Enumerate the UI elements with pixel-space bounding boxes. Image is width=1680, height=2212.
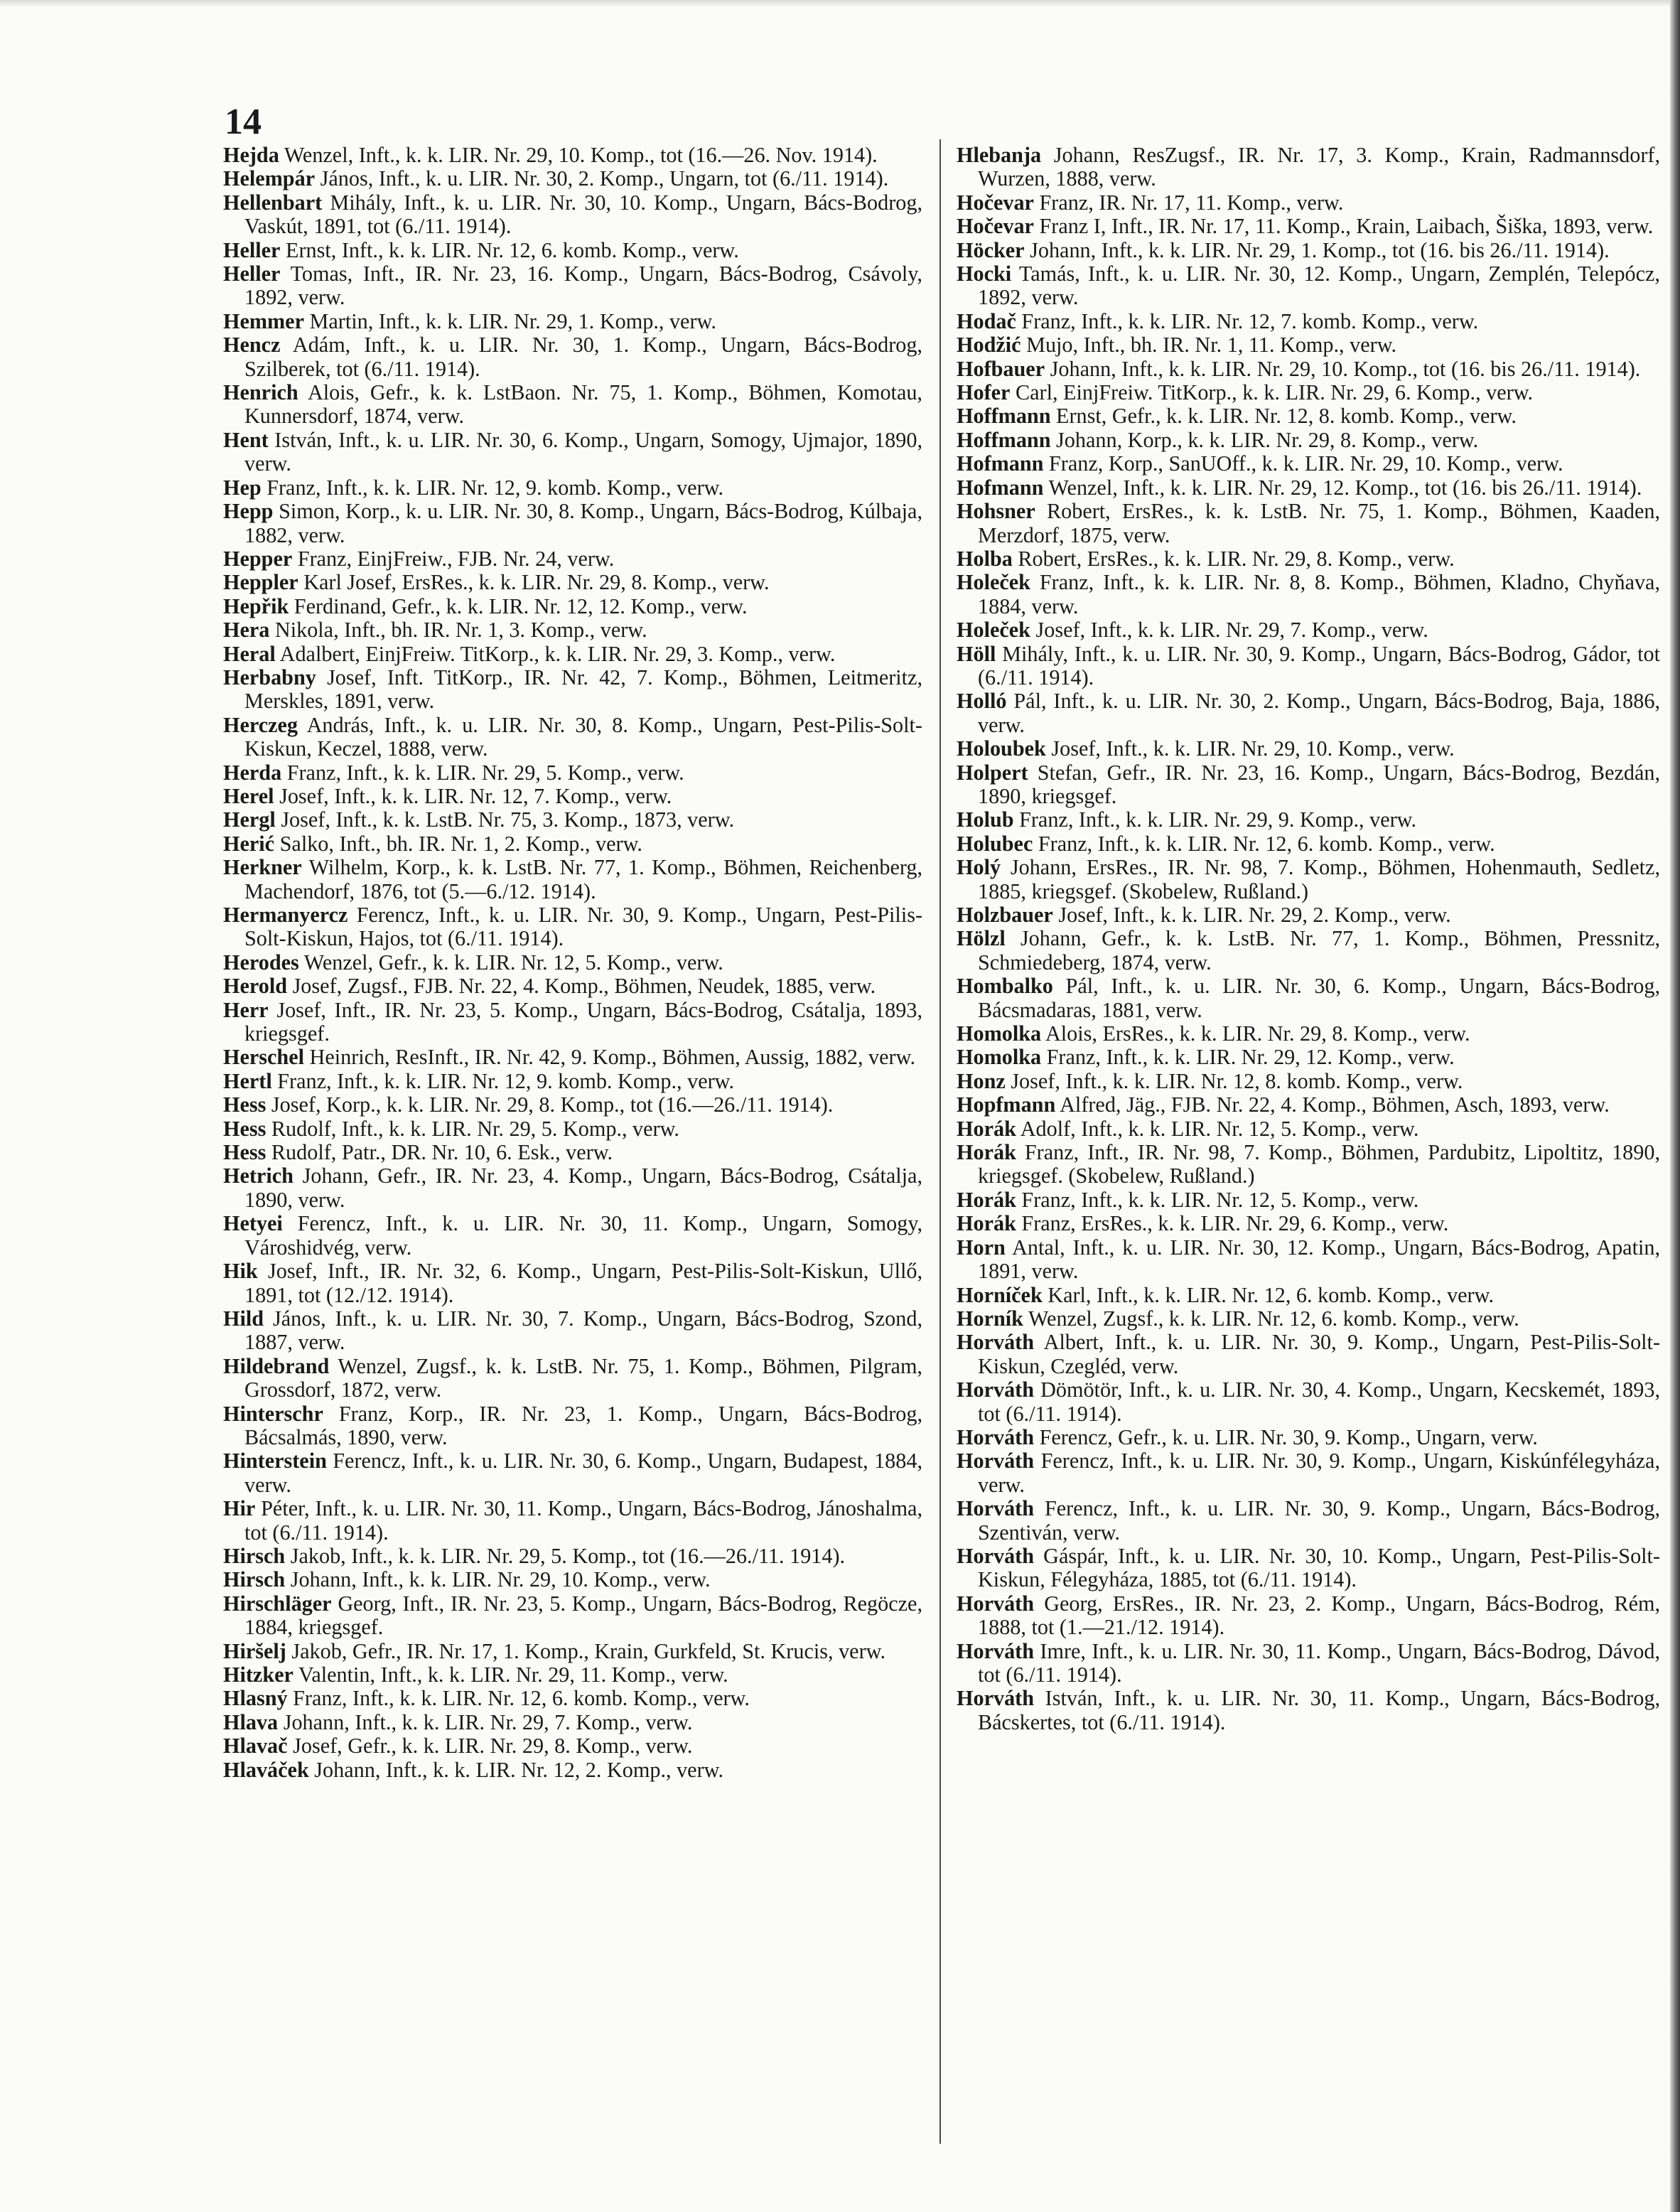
entry-details: Ferencz, Inft., k. u. LIR. Nr. 30, 9. Komp., Ungarn, Kiskúnfélegyháza, verw. <box>978 1449 1660 1497</box>
entry-surname: Hlavač <box>223 1734 288 1759</box>
register-entry <box>223 808 922 832</box>
entry-surname: Holý <box>957 855 1001 880</box>
register-entry <box>957 1284 1660 1307</box>
entry-details: Wenzel, Zugsf., k. k. LIR. Nr. 12, 6. komb. Komp., verw. <box>1028 1306 1519 1331</box>
entry-surname: Hiršelj <box>223 1638 286 1663</box>
entry-details: Salko, Inft., bh. IR. Nr. 1, 2. Komp., verw. <box>279 831 642 856</box>
entry-details: Josef, Inft., IR. Nr. 23, 5. Komp., Ungarn, Bács-Bodrog, Csátalja, 1893, kriegsgef. <box>244 997 922 1046</box>
entry-surname: Horváth <box>957 1543 1035 1568</box>
entry-surname: Hodač <box>957 308 1016 333</box>
register-entry <box>957 381 1660 404</box>
entry-details: Johann, ErsRes., IR. Nr. 98, 7. Komp., Böhmen, Hohenmauth, Sedletz, 1885, kriegsgef. (Skobelew, Rußland.) <box>978 855 1660 903</box>
register-entry <box>957 1307 1660 1331</box>
entry-details: Johann, Inft., k. k. LIR. Nr. 29, 1. Komp., tot (16. bis 26./11. 1914). <box>1030 237 1610 262</box>
entry-surname: Herel <box>223 783 274 808</box>
entry-details: Johann, Inft., k. k. LIR. Nr. 12, 2. Komp., verw. <box>314 1757 724 1782</box>
register-entry <box>957 1545 1660 1592</box>
register-entry <box>223 262 922 310</box>
entry-details: Johann, Inft., k. k. LIR. Nr. 29, 10. Komp., tot (16. bis 26./11. 1914). <box>1050 356 1641 381</box>
register-entry <box>223 547 922 571</box>
register-entry <box>957 975 1660 1022</box>
entry-surname: Hoffmann <box>957 427 1051 452</box>
entry-surname: Hinterstein <box>223 1449 327 1473</box>
entry-details: Tomas, Inft., IR. Nr. 23, 16. Komp., Ungarn, Bács-Bodrog, Csávoly, 1892, verw. <box>244 262 922 310</box>
entry-details: Ferencz, Inft., k. u. LIR. Nr. 30, 6. Komp., Ungarn, Budapest, 1884, verw. <box>244 1449 923 1497</box>
register-entry <box>957 500 1660 547</box>
register-entry <box>223 666 922 714</box>
register-entry <box>223 1734 922 1758</box>
register-entry <box>223 1568 922 1591</box>
entry-surname: Horváth <box>957 1424 1035 1449</box>
register-entry <box>223 1640 922 1663</box>
entry-surname: Herr <box>223 997 269 1022</box>
entry-details: Johann, Gefr., k. k. LstB. Nr. 77, 1. Komp., Böhmen, Pressnitz, Schmiedeberg, 1874, verw. <box>978 926 1660 975</box>
entry-details: Jakob, Inft., k. k. LIR. Nr. 29, 5. Komp., tot (16.—26./11. 1914). <box>290 1543 846 1568</box>
entry-surname: Horváth <box>957 1378 1035 1402</box>
entry-details: Johann, Inft., k. k. LIR. Nr. 29, 7. Komp., verw. <box>283 1709 693 1734</box>
entry-surname: Hess <box>223 1116 266 1141</box>
entry-details: Franz, ErsRes., k. k. LIR. Nr. 29, 6. Komp., verw. <box>1021 1211 1449 1236</box>
register-entry <box>957 1426 1660 1449</box>
register-entry <box>957 832 1660 856</box>
entry-details: Josef, Gefr., k. k. LIR. Nr. 29, 8. Komp., verw. <box>293 1734 693 1759</box>
entry-details: Georg, ErsRes., IR. Nr. 23, 2. Komp., Ungarn, Bács-Bodrog, Rém, 1888, tot (1.—21./12. 1914). <box>978 1591 1660 1640</box>
entry-surname: Hess <box>223 1140 266 1165</box>
entry-details: Franz, Inft., k. k. LIR. Nr. 12, 6. komb. Komp., verw. <box>1038 831 1495 856</box>
entry-surname: Herkner <box>223 855 302 880</box>
register-entry <box>223 1402 922 1450</box>
register-entry <box>957 215 1660 238</box>
entry-details: Karl Josef, ErsRes., k. k. LIR. Nr. 29, 8. Komp., verw. <box>303 570 770 595</box>
register-entry <box>223 999 922 1046</box>
entry-surname: Homolka <box>957 1021 1042 1046</box>
entry-surname: Horváth <box>957 1638 1035 1663</box>
register-entry <box>223 1497 922 1545</box>
entry-surname: Hlasný <box>223 1686 288 1711</box>
entry-surname: Hepp <box>223 499 274 524</box>
entry-surname: Hočevar <box>957 214 1034 239</box>
register-entry <box>957 1449 1660 1497</box>
entry-surname: Hopfmann <box>957 1092 1056 1117</box>
register-entry <box>223 1759 922 1782</box>
entry-surname: Holzbauer <box>957 903 1053 927</box>
entry-details: Wenzel, Zugsf., k. k. LstB. Nr. 75, 1. Komp., Böhmen, Pilgram, Grossdorf, 1872, verw. <box>244 1353 922 1402</box>
entry-surname: Horváth <box>957 1330 1035 1355</box>
entry-details: Alois, Gefr., k. k. LstBaon. Nr. 75, 1. Komp., Böhmen, Komotau, Kunnersdorf, 1874, verw. <box>244 380 922 429</box>
register-entry <box>957 643 1660 690</box>
register-entry <box>957 358 1660 381</box>
entry-surname: Hik <box>223 1259 258 1284</box>
register-entry <box>957 1497 1660 1545</box>
register-entry <box>223 951 922 975</box>
entry-details: Franz, Inft., k. k. LIR. Nr. 12, 6. komb. Komp., verw. <box>293 1686 750 1711</box>
entry-details: Pál, Inft., k. u. LIR. Nr. 30, 6. Komp., Ungarn, Bács-Bodrog, Bácsmadaras, 1881, verw. <box>978 974 1661 1022</box>
register-entry <box>957 618 1660 642</box>
register-entry <box>957 1046 1660 1069</box>
register-entry <box>957 1378 1660 1426</box>
entry-surname: Horn <box>957 1235 1006 1260</box>
register-entry <box>223 1355 922 1402</box>
entry-surname: Heller <box>223 262 281 286</box>
register-entry <box>223 975 922 998</box>
entry-details: Stefan, Gefr., IR. Nr. 23, 16. Komp., Ungarn, Bács-Bodrog, Bezdán, 1890, kriegsgef. <box>978 760 1661 808</box>
register-entry <box>957 333 1660 357</box>
register-entry <box>223 1687 922 1710</box>
entry-surname: Hetyei <box>223 1211 283 1236</box>
entry-surname: Hemmer <box>223 308 304 333</box>
register-entry <box>957 452 1660 476</box>
register-entry <box>957 571 1660 618</box>
register-entry <box>957 737 1660 761</box>
entry-surname: Holló <box>957 689 1007 714</box>
entry-details: Josef, Inft., k. k. LIR. Nr. 29, 10. Komp., verw. <box>1051 736 1455 761</box>
entry-details: Wenzel, Gefr., k. k. LIR. Nr. 12, 5. Komp., verw. <box>303 950 723 975</box>
register-entry <box>223 500 922 547</box>
entry-surname: Hep <box>223 475 262 500</box>
register-entry <box>223 239 922 262</box>
register-entry <box>223 381 922 429</box>
register-entry <box>957 1236 1660 1284</box>
register-entry <box>223 1046 922 1069</box>
entry-details: Franz, Korp., SanUOff., k. k. LIR. Nr. 29, 10. Komp., verw. <box>1049 451 1563 476</box>
entry-details: Franz, Korp., IR. Nr. 23, 1. Komp., Ungarn, Bács-Bodrog, Bácsalmás, 1890, verw. <box>244 1401 922 1449</box>
entry-surname: Heller <box>223 237 281 262</box>
entry-details: Josef, Inft., k. k. LIR. Nr. 12, 7. Komp., verw. <box>279 783 672 808</box>
register-entry <box>223 1141 922 1164</box>
entry-surname: Hitzker <box>223 1663 294 1687</box>
entry-details: Mihály, Inft., k. u. LIR. Nr. 30, 9. Komp., Ungarn, Bács-Bodrog, Gádor, tot (6./11. 1914). <box>978 641 1660 689</box>
entry-surname: Hocki <box>957 262 1012 286</box>
entry-details: Franz, Inft., k. k. LIR. Nr. 12, 9. komb. Komp., verw. <box>266 475 724 500</box>
entry-surname: Heral <box>223 641 276 666</box>
entry-surname: Hofbauer <box>957 356 1045 381</box>
register-entry <box>223 1711 922 1734</box>
entry-details: Alfred, Jäg., FJB. Nr. 22, 4. Komp., Böhmen, Asch, 1893, verw. <box>1060 1092 1610 1117</box>
entry-surname: Hirsch <box>223 1567 286 1592</box>
entry-details: János, Inft., k. u. LIR. Nr. 30, 7. Komp., Ungarn, Bács-Bodrog, Szond, 1887, verw. <box>244 1306 923 1355</box>
entry-details: Valentin, Inft., k. k. LIR. Nr. 29, 11. Komp., verw. <box>298 1663 728 1687</box>
entry-surname: Helempár <box>223 166 316 191</box>
entry-surname: Horák <box>957 1211 1016 1236</box>
entry-details: Rudolf, Inft., k. k. LIR. Nr. 29, 5. Komp., verw. <box>271 1116 679 1141</box>
page-top-edge <box>0 0 1680 7</box>
entry-surname: Hohsner <box>957 499 1035 524</box>
register-entry <box>957 856 1660 903</box>
entry-details: Robert, ErsRes., k. k. LstB. Nr. 75, 1. Komp., Böhmen, Kaaden, Merzdorf, 1875, verw. <box>978 499 1661 547</box>
entry-surname: Horníček <box>957 1282 1043 1307</box>
register-entry <box>223 643 922 666</box>
entry-surname: Hofer <box>957 380 1011 405</box>
register-entry <box>957 1188 1660 1212</box>
register-entry <box>223 618 922 642</box>
register-entry <box>957 903 1660 927</box>
entry-surname: Hirsch <box>223 1543 286 1568</box>
entry-surname: Höcker <box>957 237 1025 262</box>
entry-details: Johann, Inft., k. k. LIR. Nr. 29, 10. Komp., verw. <box>290 1567 711 1592</box>
entry-details: Franz, IR. Nr. 17, 11. Komp., verw. <box>1039 190 1344 215</box>
entry-surname: Hellenbart <box>223 190 323 215</box>
entry-surname: Hofmann <box>957 475 1044 500</box>
register-entry <box>223 1117 922 1141</box>
register-entry <box>957 1212 1660 1235</box>
entry-details: Johann, Korp., k. k. LIR. Nr. 29, 8. Komp., verw. <box>1056 427 1479 452</box>
register-entry <box>223 1592 922 1640</box>
entry-details: János, Inft., k. u. LIR. Nr. 30, 2. Komp., Ungarn, tot (6./11. 1914). <box>320 166 889 191</box>
register-entry <box>223 785 922 808</box>
register-entry <box>957 1093 1660 1117</box>
entry-details: István, Inft., k. u. LIR. Nr. 30, 6. Komp., Ungarn, Somogy, Ujmajor, 1890, verw. <box>244 427 922 476</box>
entry-surname: Höll <box>957 641 996 666</box>
entry-surname: Hirschläger <box>223 1591 332 1616</box>
register-entry <box>223 1093 922 1117</box>
entry-surname: Hergl <box>223 807 276 832</box>
entry-details: Ernst, Gefr., k. k. LIR. Nr. 12, 8. komb. Komp., verw. <box>1056 404 1517 429</box>
register-entry <box>957 761 1660 809</box>
register-entry <box>223 832 922 856</box>
entry-surname: Hlaváček <box>223 1757 309 1782</box>
entry-surname: Hočevar <box>957 190 1034 215</box>
register-entry <box>957 404 1660 428</box>
entry-details: Franz, Inft., k. k. LIR. Nr. 29, 5. Komp., verw. <box>286 760 684 785</box>
register-entry <box>223 714 922 761</box>
register-entry <box>957 262 1660 310</box>
entry-details: Pál, Inft., k. u. LIR. Nr. 30, 2. Komp., Ungarn, Bács-Bodrog, Baja, 1886, verw. <box>978 689 1661 737</box>
entry-details: Péter, Inft., k. u. LIR. Nr. 30, 11. Komp., Ungarn, Bács-Bodrog, Jánoshalma, tot (6./11. 1914). <box>244 1496 923 1545</box>
register-entry <box>223 429 922 476</box>
entry-surname: Hofmann <box>957 451 1044 476</box>
entry-details: Mujo, Inft., bh. IR. Nr. 1, 11. Komp., verw. <box>1026 333 1397 358</box>
entry-details: Albert, Inft., k. u. LIR. Nr. 30, 9. Komp., Ungarn, Pest-Pilis-Solt-Kiskun, Czegléd, verw. <box>978 1330 1660 1378</box>
entry-details: Gáspár, Inft., k. u. LIR. Nr. 30, 10. Komp., Ungarn, Pest-Pilis-Solt-Kiskun, Félegyháza, 1885, tot (6./11. 1914). <box>978 1543 1660 1592</box>
left-column <box>223 144 922 1782</box>
entry-surname: Hir <box>223 1496 256 1521</box>
entry-details: Ferencz, Inft., k. u. LIR. Nr. 30, 9. Komp., Ungarn, Pest-Pilis-Solt-Kiskun, Hajos, tot (6./11. 1914). <box>244 903 923 951</box>
entry-details: Georg, Inft., IR. Nr. 23, 5. Komp., Ungarn, Bács-Bodrog, Regöcze, 1884, kriegsgef. <box>244 1591 922 1640</box>
entry-surname: Hencz <box>223 333 281 358</box>
entry-details: Adám, Inft., k. u. LIR. Nr. 30, 1. Komp., Ungarn, Bács-Bodrog, Szilberek, tot (6./11. 1914). <box>244 333 922 381</box>
entry-surname: Heppler <box>223 570 298 595</box>
register-entry <box>223 1449 922 1497</box>
register-entry <box>957 1640 1660 1687</box>
register-entry <box>957 191 1660 215</box>
entry-surname: Horák <box>957 1187 1016 1212</box>
entry-details: Mihály, Inft., k. u. LIR. Nr. 30, 10. Komp., Ungarn, Bács-Bodrog, Vaskút, 1891, tot (6./11. 1914). <box>244 190 922 239</box>
entry-surname: Herczeg <box>223 712 298 737</box>
register-entry <box>223 1212 922 1260</box>
entry-surname: Hombalko <box>957 974 1053 999</box>
register-entry <box>223 571 922 594</box>
register-entry <box>223 856 922 903</box>
entry-surname: Hinterschr <box>223 1401 323 1426</box>
entry-details: Franz, Inft., k. k. LIR. Nr. 29, 12. Komp., verw. <box>1046 1045 1455 1070</box>
register-entry <box>223 191 922 239</box>
register-entry <box>957 1117 1660 1141</box>
entry-surname: Horník <box>957 1306 1023 1331</box>
entry-details: Martin, Inft., k. k. LIR. Nr. 29, 1. Komp., verw. <box>309 308 716 333</box>
entry-surname: Hejda <box>223 143 279 167</box>
page-right-edge <box>1670 0 1680 2212</box>
entry-details: Jakob, Gefr., IR. Nr. 17, 1. Komp., Krain, Gurkfeld, St. Krucis, verw. <box>291 1638 886 1663</box>
entry-details: Franz, Inft., k. k. LIR. Nr. 29, 9. Komp., verw. <box>1019 807 1417 832</box>
entry-details: Josef, Inft., k. k. LIR. Nr. 29, 7. Komp., verw. <box>1035 618 1428 643</box>
entry-surname: Holub <box>957 807 1014 832</box>
register-entry <box>957 1331 1660 1378</box>
entry-details: Dömötör, Inft., k. u. LIR. Nr. 30, 4. Komp., Ungarn, Kecskemét, 1893, tot (6./11. 1914). <box>978 1378 1660 1426</box>
register-entry <box>957 144 1660 191</box>
register-entry <box>223 1545 922 1568</box>
entry-surname: Horváth <box>957 1686 1035 1711</box>
register-entry <box>957 1022 1660 1046</box>
register-entry <box>223 903 922 951</box>
entry-surname: Hepper <box>223 546 293 571</box>
entry-surname: Herschel <box>223 1045 304 1070</box>
entry-surname: Holba <box>957 546 1013 571</box>
entry-surname: Hess <box>223 1092 266 1117</box>
entry-surname: Holpert <box>957 760 1028 785</box>
register-entry <box>957 310 1660 333</box>
entry-details: István, Inft., k. u. LIR. Nr. 30, 11. Komp., Ungarn, Bács-Bodrog, Bácskertes, tot (6./11. 1914). <box>978 1686 1660 1734</box>
register-entry <box>957 1592 1660 1640</box>
right-column <box>957 144 1660 1734</box>
entry-details: Franz, Inft., k. k. LIR. Nr. 12, 7. komb. Komp., verw. <box>1021 308 1479 333</box>
entry-details: Josef, Inft., k. k. LIR. Nr. 29, 2. Komp., verw. <box>1058 903 1451 927</box>
entry-details: Robert, ErsRes., k. k. LIR. Nr. 29, 8. Komp., verw. <box>1018 546 1455 571</box>
entry-surname: Holoubek <box>957 736 1046 761</box>
entry-details: Ferdinand, Gefr., k. k. LIR. Nr. 12, 12. Komp., verw. <box>294 594 748 618</box>
entry-details: Nikola, Inft., bh. IR. Nr. 1, 3. Komp., verw. <box>274 618 647 643</box>
entry-surname: Hera <box>223 618 270 643</box>
entry-details: Antal, Inft., k. u. LIR. Nr. 30, 12. Komp., Ungarn, Bács-Bodrog, Apatin, 1891, verw. <box>978 1235 1660 1284</box>
entry-details: Josef, Inft. TitKorp., IR. Nr. 42, 7. Komp., Böhmen, Leitmeritz, Merskles, 1891, verw. <box>244 665 922 714</box>
entry-surname: Hertl <box>223 1068 272 1093</box>
register-entry <box>957 239 1660 262</box>
register-entry <box>957 429 1660 452</box>
column-divider <box>939 139 941 2144</box>
page-number: 14 <box>225 102 262 142</box>
entry-surname: Herbabny <box>223 665 316 689</box>
entry-details: Franz, EinjFreiw., FJB. Nr. 24, verw. <box>297 546 615 571</box>
entry-surname: Horák <box>957 1116 1016 1141</box>
entry-surname: Hild <box>223 1306 264 1331</box>
entry-surname: Hildebrand <box>223 1353 330 1378</box>
entry-surname: Holeček <box>957 618 1030 643</box>
entry-details: Franz, Inft., k. k. LIR. Nr. 12, 9. komb. Komp., verw. <box>277 1068 735 1093</box>
entry-details: Josef, Inft., IR. Nr. 32, 6. Komp., Ungarn, Pest-Pilis-Solt-Kiskun, Ullő, 1891, tot (12./12. 1914). <box>244 1259 922 1307</box>
entry-surname: Hlava <box>223 1709 279 1734</box>
entry-details: Franz I, Inft., IR. Nr. 17, 11. Komp., Krain, Laibach, Šiška, 1893, verw. <box>1039 214 1654 239</box>
entry-details: Josef, Korp., k. k. LIR. Nr. 29, 8. Komp., tot (16.—26./11. 1914). <box>271 1092 834 1117</box>
register-entry <box>223 1260 922 1307</box>
register-entry <box>957 1070 1660 1093</box>
entry-details: Adolf, Inft., k. k. LIR. Nr. 12, 5. Komp., verw. <box>1020 1116 1419 1141</box>
entry-details: Johann, ResZugsf., IR. Nr. 17, 3. Komp., Krain, Radmannsdorf, Wurzen, 1888, verw. <box>978 143 1661 191</box>
entry-details: Tamás, Inft., k. u. LIR. Nr. 30, 12. Komp., Ungarn, Zemplén, Telepócz, 1892, verw. <box>978 262 1660 310</box>
entry-details: Wilhelm, Korp., k. k. LstB. Nr. 77, 1. Komp., Böhmen, Reichenberg, Machendorf, 1876, tot (5.—6./12. 1914). <box>244 855 922 903</box>
entry-details: Ferencz, Inft., k. u. LIR. Nr. 30, 11. Komp., Ungarn, Somogy, Városhidvég, verw. <box>244 1211 923 1260</box>
entry-details: Wenzel, Inft., k. k. LIR. Nr. 29, 10. Komp., tot (16.—26. Nov. 1914). <box>284 143 878 167</box>
entry-surname: Horák <box>957 1140 1016 1165</box>
entry-details: Josef, Zugsf., FJB. Nr. 22, 4. Komp., Böhmen, Neudek, 1885, verw. <box>292 974 876 999</box>
entry-details: Johann, Gefr., IR. Nr. 23, 4. Komp., Ungarn, Bács-Bodrog, Csátalja, 1890, verw. <box>244 1164 922 1212</box>
register-entry <box>223 1070 922 1093</box>
entry-surname: Hent <box>223 427 269 452</box>
entry-surname: Hermanyercz <box>223 903 348 927</box>
entry-surname: Hölzl <box>957 926 1006 951</box>
register-entry <box>957 689 1660 737</box>
entry-details: Franz, Inft., k. k. LIR. Nr. 12, 5. Komp., verw. <box>1021 1187 1419 1212</box>
entry-details: Karl, Inft., k. k. LIR. Nr. 12, 6. komb. Komp., verw. <box>1048 1282 1494 1307</box>
entry-details: Josef, Inft., k. k. LstB. Nr. 75, 3. Komp., 1873, verw. <box>281 807 735 832</box>
register-entry <box>223 1307 922 1355</box>
register-entry <box>957 927 1660 975</box>
entry-surname: Herold <box>223 974 288 999</box>
entry-surname: Holubec <box>957 831 1033 856</box>
register-entry <box>957 1687 1660 1734</box>
entry-surname: Horváth <box>957 1591 1035 1616</box>
register-entry <box>223 476 922 500</box>
entry-details: Ferencz, Gefr., k. u. LIR. Nr. 30, 9. Komp., Ungarn, verw. <box>1039 1424 1538 1449</box>
register-entry <box>223 310 922 333</box>
register-entry <box>223 167 922 190</box>
entry-details: Josef, Inft., k. k. LIR. Nr. 12, 8. komb. Komp., verw. <box>1011 1068 1463 1093</box>
entry-surname: Hlebanja <box>957 143 1042 167</box>
entry-details: Heinrich, ResInft., IR. Nr. 42, 9. Komp., Böhmen, Aussig, 1882, verw. <box>309 1045 915 1070</box>
entry-surname: Horváth <box>957 1496 1035 1521</box>
entry-details: András, Inft., k. u. LIR. Nr. 30, 8. Komp., Ungarn, Pest-Pilis-Solt-Kiskun, Keczel, 1888, verw. <box>244 712 922 761</box>
register-entry <box>957 476 1660 500</box>
entry-details: Franz, Inft., IR. Nr. 98, 7. Komp., Böhmen, Pardubitz, Lipoltitz, 1890, kriegsgef. (Skobelew, Rußland.) <box>978 1140 1660 1188</box>
entry-surname: Holeček <box>957 570 1030 595</box>
entry-details: Wenzel, Inft., k. k. LIR. Nr. 29, 12. Komp., tot (16. bis 26./11. 1914). <box>1048 475 1642 500</box>
register-entry <box>223 595 922 618</box>
register-entry <box>223 333 922 381</box>
entry-details: Simon, Korp., k. u. LIR. Nr. 30, 8. Komp., Ungarn, Bács-Bodrog, Kúlbaja, 1882, verw. <box>244 499 922 547</box>
entry-details: Imre, Inft., k. u. LIR. Nr. 30, 11. Komp., Ungarn, Bács-Bodrog, Dávod, tot (6./11. 1914). <box>978 1638 1661 1687</box>
entry-details: Franz, Inft., k. k. LIR. Nr. 8, 8. Komp., Böhmen, Kladno, Chyňava, 1884, verw. <box>978 570 1661 618</box>
entry-surname: Henrich <box>223 380 298 405</box>
entry-surname: Herić <box>223 831 275 856</box>
register-entry <box>223 1164 922 1212</box>
entry-surname: Hoffmann <box>957 404 1051 429</box>
entry-details: Rudolf, Patr., DR. Nr. 10, 6. Esk., verw. <box>271 1140 613 1165</box>
entry-surname: Hepřik <box>223 594 289 618</box>
entry-surname: Honz <box>957 1068 1006 1093</box>
entry-surname: Herodes <box>223 950 299 975</box>
entry-details: Ernst, Inft., k. k. LIR. Nr. 12, 6. komb. Komp., verw. <box>286 237 739 262</box>
entry-details: Alois, ErsRes., k. k. LIR. Nr. 29, 8. Komp., verw. <box>1045 1021 1470 1046</box>
entry-details: Adalbert, EinjFreiw. TitKorp., k. k. LIR. Nr. 29, 3. Komp., verw. <box>279 641 836 666</box>
entry-surname: Herda <box>223 760 282 785</box>
register-entry <box>957 808 1660 832</box>
entry-surname: Homolka <box>957 1045 1042 1070</box>
register-entry <box>223 761 922 785</box>
register-entry <box>957 1141 1660 1188</box>
entry-surname: Horváth <box>957 1449 1035 1473</box>
entry-details: Carl, EinjFreiw. TitKorp., k. k. LIR. Nr. 29, 6. Komp., verw. <box>1015 380 1534 405</box>
entry-surname: Hodžić <box>957 333 1021 358</box>
entry-details: Ferencz, Inft., k. u. LIR. Nr. 30, 9. Komp., Ungarn, Bács-Bodrog, Szentiván, verw. <box>978 1496 1661 1545</box>
entry-surname: Hetrich <box>223 1164 294 1188</box>
register-entry <box>223 144 922 167</box>
register-entry <box>957 547 1660 571</box>
register-entry <box>223 1663 922 1687</box>
